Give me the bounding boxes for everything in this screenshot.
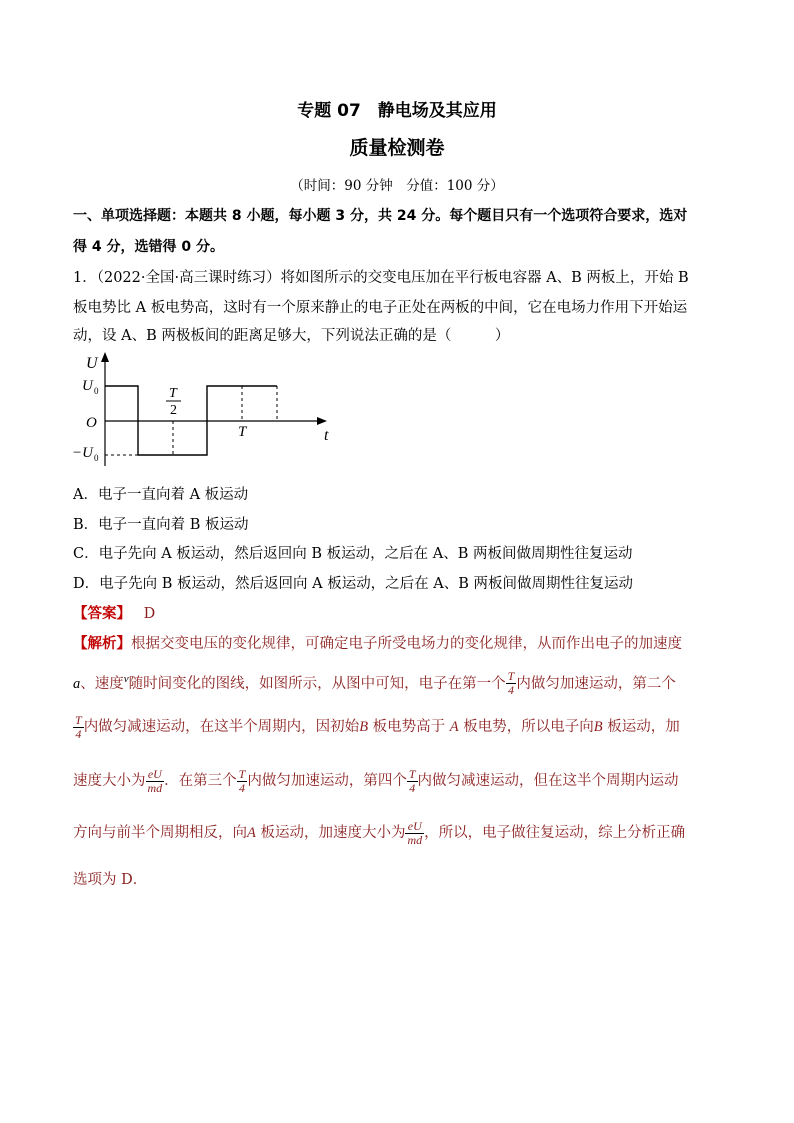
analysis-p5c: 板运动，加速度大小为 xyxy=(255,825,406,841)
symbol-B: B xyxy=(359,719,369,735)
graph-neg-u0: −U xyxy=(72,445,93,461)
analysis-p4c: 内做匀加速运动，第四个 xyxy=(247,773,407,789)
analysis-p4a: 速度大小为 xyxy=(73,773,146,789)
answer-tag: 【答案】 xyxy=(73,606,131,622)
analysis-p4d: 内做匀减速运动，但在这半个周期内运动 xyxy=(417,773,679,789)
analysis-p3c: 板电势高于 xyxy=(368,719,450,735)
section-heading-line1: 一、单项选择题：本题共 8 小题，每小题 3 分，共 24 分。每个题目只有一个选项符合要求，选对 xyxy=(73,208,688,224)
answer-line xyxy=(73,602,155,623)
analysis-p1: 根据交变电压的变化规律，可确定电子所受电场力的变化规律，从而作出电子的加速度 xyxy=(131,636,682,652)
symbol-A: A xyxy=(247,825,256,841)
analysis-p3e: 板电势，所以电子向 xyxy=(458,719,594,735)
analysis-p3g: 板运动，加 xyxy=(602,719,680,735)
option-b: B．电子一直向着 B 板运动 xyxy=(73,517,249,533)
analysis-p2b: 、速度 xyxy=(80,675,124,692)
graph-u0-sub: 0 xyxy=(94,386,99,396)
symbol-B: B xyxy=(593,719,603,735)
analysis-p2d: 随时间变化的图线，如图所示，从图中可知，电子在第一个 xyxy=(128,675,506,692)
graph-x-label: t xyxy=(324,427,329,444)
analysis-line3 xyxy=(73,712,680,742)
analysis-p5a: 方向与前半个周期相反，向 xyxy=(73,825,247,841)
graph-half-T-den: 2 xyxy=(170,403,177,418)
analysis-tag: 【解析】 xyxy=(73,636,131,652)
option-d: D．电子先向 B 板运动，然后返回向 A 板运动，之后在 A、B 两板间做周期性往复运动 xyxy=(73,576,634,592)
symbol-A: A xyxy=(449,719,459,735)
analysis-line6: 选项为 D． xyxy=(73,872,148,888)
fraction-eU-over-md: $\frac{eU}{md}$ xyxy=(147,766,163,795)
analysis-p2e: 内做匀加速运动，第二个 xyxy=(516,675,676,692)
fraction-T-over-4: $\frac{T}{4}$ xyxy=(507,669,515,698)
topic-title: 专题 07 静电场及其应用 xyxy=(297,101,497,121)
graph-u0: U xyxy=(82,378,93,394)
graph-origin: O xyxy=(86,415,97,431)
exam-info: （时间：90 分钟 分值：100 分） xyxy=(290,178,504,194)
option-c: C．电子先向 A 板运动，然后返回向 B 板运动，之后在 A、B 两板间做周期性往复运动 xyxy=(73,546,633,562)
question1-line3: 动，设 A、B 两极板间的距离足够大，下列说法正确的是（ ） xyxy=(73,328,510,344)
voltage-time-graph xyxy=(70,348,340,473)
option-a: A．电子一直向着 A 板运动 xyxy=(73,487,249,503)
analysis-p4b: ．在第三个 xyxy=(164,773,237,789)
graph-y-label: U xyxy=(86,355,98,372)
fraction-T-over-4: $\frac{T}{4}$ xyxy=(408,766,416,795)
fraction-T-over-4: $\frac{T}{4}$ xyxy=(238,766,246,795)
analysis-line5 xyxy=(73,818,685,848)
analysis-p5d: ，所以，电子做往复运动，综上分析正确 xyxy=(424,825,686,841)
symbol-v: v xyxy=(123,673,129,685)
analysis-line4 xyxy=(73,766,679,796)
analysis-line2 xyxy=(73,664,676,699)
graph-T-label: T xyxy=(238,424,247,440)
graph-neg-u0-sub: 0 xyxy=(94,453,99,463)
question1-line2: 板电势比 A 板电势高，这时有一个原来静止的电子正处在两板的中间，它在电场力作用下开始运 xyxy=(73,300,688,316)
graph-half-T-num: T xyxy=(169,386,177,401)
answer-value: D xyxy=(143,606,156,622)
section-heading-line2: 得 4 分，选错得 0 分。 xyxy=(73,239,224,255)
fraction-eU-over-md: $\frac{eU}{md}$ xyxy=(407,818,423,847)
analysis-p3a: 内做匀减速运动，在这半个周期内，因初始 xyxy=(83,719,360,735)
analysis-line1 xyxy=(73,632,682,653)
paper-subtitle: 质量检测卷 xyxy=(349,137,445,159)
question1-line1: 1．（2022·全国·高三课时练习）将如图所示的交变电压加在平行板电容器 A、B 两板上，开始 B xyxy=(73,270,689,286)
symbol-a: a xyxy=(73,675,81,692)
fraction-T-over-4: $\frac{T}{4}$ xyxy=(75,712,82,741)
